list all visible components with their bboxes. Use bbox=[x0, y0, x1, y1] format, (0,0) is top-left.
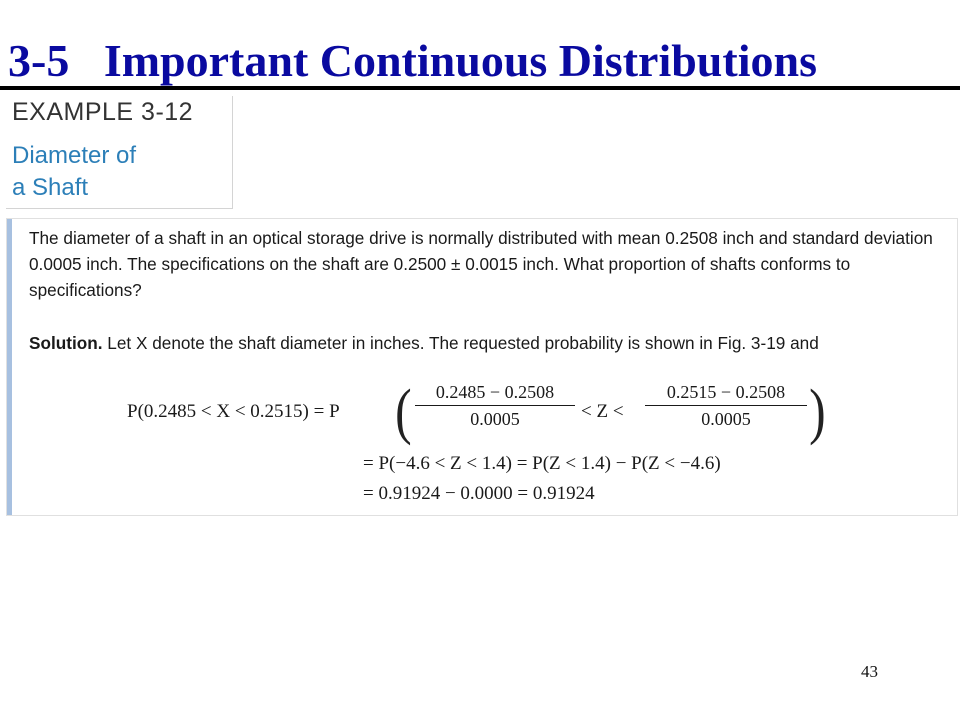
equation-line-3: = 0.91924 − 0.0000 = 0.91924 bbox=[363, 483, 595, 504]
panel-accent-bar bbox=[7, 219, 12, 515]
fraction-2-bar bbox=[645, 405, 807, 406]
right-paren-glyph: ) bbox=[809, 378, 826, 446]
solution-text: Let X denote the shaft diameter in inches. The requested probability is shown in Fig. 3-19 and bbox=[102, 333, 819, 353]
left-paren-glyph: ( bbox=[395, 378, 412, 446]
equation-line-2: = P(−4.6 < Z < 1.4) = P(Z < 1.4) − P(Z < −4.6) bbox=[363, 453, 721, 474]
example-subtitle-line2: a Shaft bbox=[12, 174, 89, 201]
fraction-1-bar bbox=[415, 405, 575, 406]
fraction-2-numerator: 0.2515 − 0.2508 bbox=[666, 382, 786, 402]
page-number: 43 bbox=[861, 662, 878, 681]
fraction-1-denominator: 0.0005 bbox=[470, 409, 520, 430]
fraction-2-denominator: 0.0005 bbox=[701, 409, 751, 430]
example-label: EXAMPLE 3-12 bbox=[12, 98, 194, 126]
solution-line bbox=[29, 333, 947, 354]
slide-title: 3-5 Important Continuous Distributions bbox=[8, 35, 817, 86]
fraction-1 bbox=[415, 381, 575, 430]
example-subtitle-line1: Diameter of bbox=[12, 142, 137, 169]
equation-middle: < Z < bbox=[581, 401, 624, 422]
title-underline bbox=[0, 86, 960, 90]
problem-panel bbox=[6, 218, 958, 516]
fraction-1-numerator: 0.2485 − 0.2508 bbox=[435, 382, 555, 402]
example-subtitle bbox=[12, 140, 222, 204]
solution-label: Solution. bbox=[29, 333, 103, 353]
fraction-2 bbox=[645, 381, 807, 430]
example-header bbox=[6, 96, 233, 209]
problem-statement: The diameter of a shaft in an optical storage drive is normally distributed with mean 0.2508 inch and standard deviation 0.0005 inch. The specifications on the shaft are 0.2500 ± 0.0015 inch. What proportion of shafts conforms to specifications? bbox=[29, 228, 933, 300]
equation-lhs: P(0.2485 < X < 0.2515) = P bbox=[127, 401, 340, 422]
